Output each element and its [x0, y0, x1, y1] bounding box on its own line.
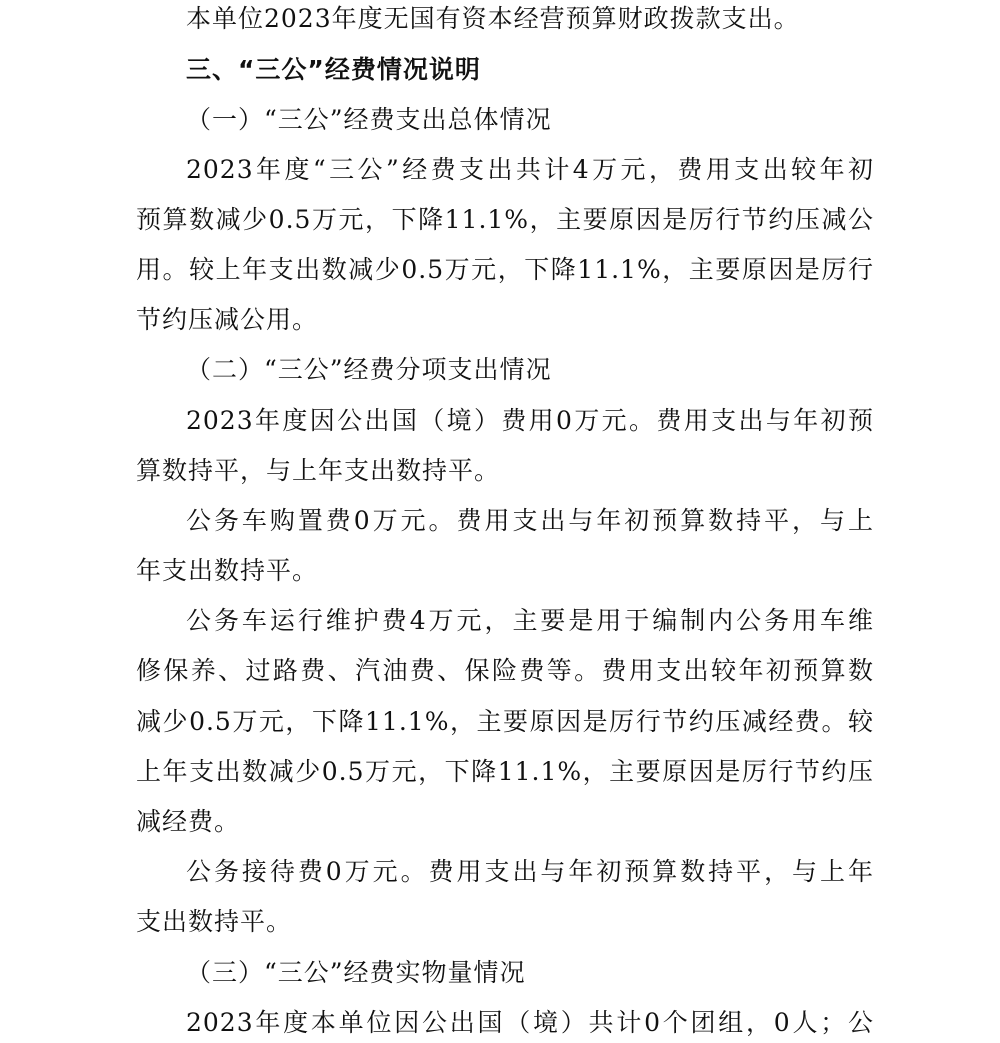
paragraph-line: 上年支出数减少0.5万元，下降11.1%，主要原因是厉行节约压	[136, 757, 874, 786]
paragraph-line: 算数持平，与上年支出数持平。	[136, 456, 501, 485]
paragraph-line: 减少0.5万元，下降11.1%，主要原因是厉行节约压减经费。较	[136, 707, 874, 736]
paragraph-line: 2023年度“三公”经费支出共计4万元，费用支出较年初	[186, 155, 874, 184]
paragraph-line: 减经费。	[136, 807, 241, 836]
section-heading: 三、“三公”经费情况说明	[186, 55, 481, 84]
paragraph-line: 修保养、过路费、汽油费、保险费等。费用支出较年初预算数	[136, 656, 874, 685]
paragraph-line: 公务车购置费0万元。费用支出与年初预算数持平，与上	[186, 506, 874, 535]
paragraph-line: 节约压减公用。	[136, 305, 319, 334]
paragraph-line: 2023年度因公出国（境）费用0万元。费用支出与年初预	[186, 406, 874, 435]
subsection-heading: （一）“三公”经费支出总体情况	[186, 105, 552, 134]
paragraph-line: 公务车运行维护费4万元，主要是用于编制内公务用车维	[186, 606, 874, 635]
paragraph-line: 本单位2023年度无国有资本经营预算财政拨款支出。	[186, 4, 800, 33]
paragraph-line: 预算数减少0.5万元，下降11.1%，主要原因是厉行节约压减公	[136, 205, 874, 234]
paragraph-line: 2023年度本单位因公出国（境）共计0个团组，0人；公	[186, 1008, 874, 1037]
paragraph-line: 用。较上年支出数减少0.5万元，下降11.1%，主要原因是厉行	[136, 255, 874, 284]
paragraph-line: 支出数持平。	[136, 907, 293, 936]
subsection-heading: （三）“三公”经费实物量情况	[186, 958, 526, 987]
subsection-heading: （二）“三公”经费分项支出情况	[186, 355, 552, 384]
paragraph-line: 年支出数持平。	[136, 556, 319, 585]
paragraph-line: 公务接待费0万元。费用支出与年初预算数持平，与上年	[186, 857, 874, 886]
